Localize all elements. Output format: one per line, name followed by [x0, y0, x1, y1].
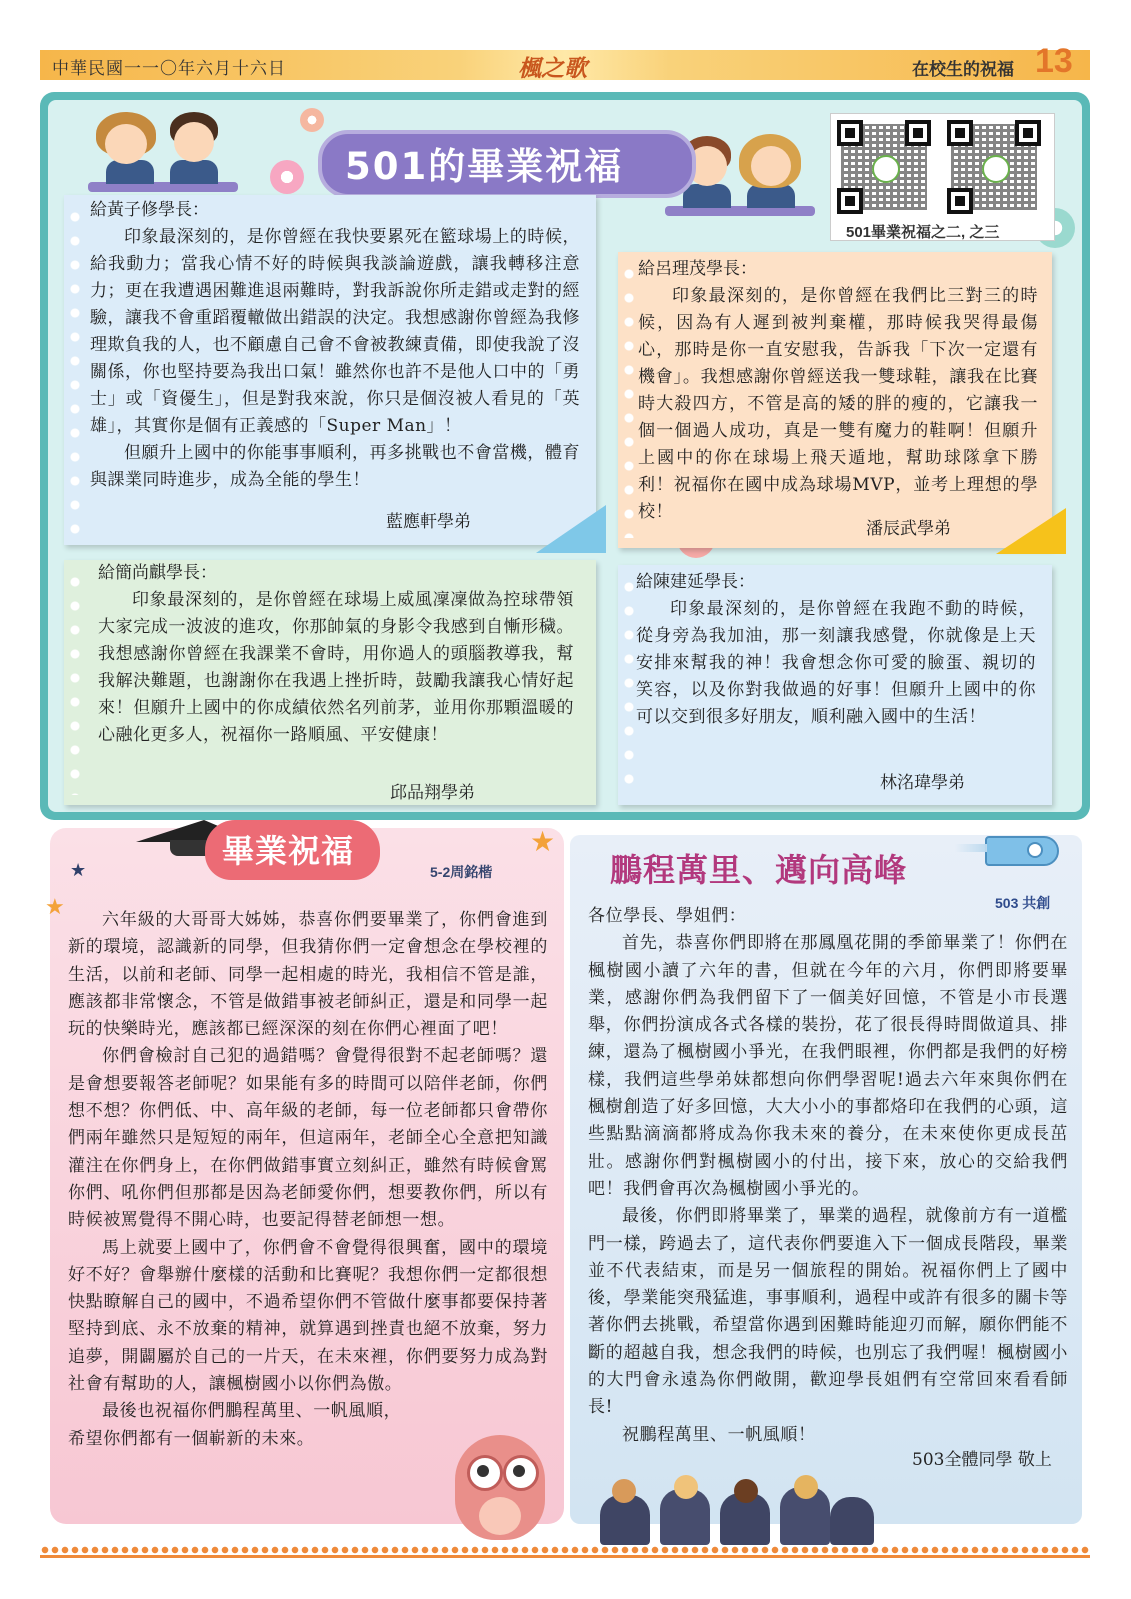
- star-icon: ★: [530, 825, 556, 858]
- qr-code-icon[interactable]: [837, 120, 931, 214]
- flower-icon: [300, 108, 324, 132]
- qr-caption: 501畢業祝福之二, 之三: [846, 224, 1000, 241]
- qr-code-icon[interactable]: [947, 120, 1041, 214]
- note-signature: 邱品翔學弟: [390, 783, 475, 803]
- footer-line: [40, 1555, 1090, 1558]
- note-salutation: 給陳建延學長：: [636, 572, 755, 592]
- blue-article-title: 鵬程萬里、邁向高峰: [610, 851, 908, 889]
- article-paragraph: 首先，恭喜你們即將在那鳳凰花開的季節畢業了！你們在楓樹國小讀了六年的書，但就在今年的六月，你們即將要畢業，感謝你們為我們留下了一個美好回憶，不管是小市長選舉，你們扮演成各式各樣的裝扮，花了很長得時間做道具、排練，還為了楓樹國小爭光，在我們眼裡，你們都是我們的好榜樣，我們這些學弟妹都想向你們學習呢!過去六年來與你們在楓樹創造了好多回憶，大大小小的事都烙印在我們的心頭，這些點點滴滴都將成為你我未來的養分，在未來使你更成長茁壯。感謝你們對楓樹國小的付出，接下來，放心的交給我們吧！我們會再次為楓樹國小爭光的。: [588, 933, 1068, 1199]
- note-card: [64, 560, 596, 805]
- note-salutation: 給呂理茂學長：: [638, 259, 757, 279]
- article-paragraph: 最後也祝福你們鵬程萬里、一帆風順，: [102, 1401, 402, 1422]
- note-salutation: 給黃子修學長：: [90, 200, 209, 220]
- pink-article-author: 5-2周銘楷: [430, 864, 493, 880]
- article-paragraph: 希望你們都有一個嶄新的未來。: [68, 1428, 315, 1449]
- blue-article-author: 503 共創: [995, 895, 1051, 911]
- article-salutation: 各位學長、學姐們：: [588, 906, 747, 926]
- note-signature: 林洺瑋學弟: [880, 773, 965, 793]
- owl-icon: [445, 1425, 555, 1545]
- page-number: 13: [1035, 42, 1073, 80]
- footer-dots: [40, 1546, 1090, 1554]
- article-paragraph: 六年級的大哥哥大姊姊，恭喜你們要畢業了，你們會進到新的環境，認識新的同學，但我猜你們一定會想念在學校裡的生活，以前和老師、同學一起相處的時光，我相信不管是誰，應該都非常懷念，不管是做錯事被老師糾正，還是和同學一起玩的快樂時光，應該都已經深深的刻在你們心裡面了吧！: [68, 910, 548, 1040]
- note-card: [618, 565, 1052, 805]
- flower-icon: [270, 160, 304, 194]
- rocket-icon: [955, 828, 1065, 868]
- article-paragraph: 你們會檢討自己犯的過錯嗎？會覺得很對不起老師嗎？還是會想要報答老師呢？如果能有多的時間可以陪伴老師，你們想不想？你們低、中、高年級的老師，每一位老師都只會帶你們兩年雖然只是短短的兩年，但這兩年，老師全心全意把知識灌注在你們身上，在你們做錯事實立刻糾正，雖然有時候會罵你們、吼你們但那都是因為老師愛你們，想要教你們，所以有時候被罵覺得不開心時，也要記得替老師想一想。: [68, 1046, 548, 1231]
- note-signature: 潘辰武學弟: [866, 519, 951, 539]
- note-salutation: 給簡尚麒學長：: [98, 563, 217, 583]
- note-paragraph: 印象最深刻的，是你曾經在我快要累死在籃球場上的時候，給我動力；當我心情不好的時候與我談論遊戲，讓我轉移注意力；更在我遭遇困難進退兩難時，對我訴說你所走錯或走對的經驗，讓我不會重蹈覆轍做出錯誤的決定。我想感謝你曾經為我修理欺負我的人，也不顧慮自己會不會被教練責備，即使我說了沒關係，你也堅持要為我出口氣！雖然你也許不是他人口中的「勇士」或「資優生」，但是對我來說，你只是個沒被人看見的「英雄」，其實你是個有正義感的「Super Man」！: [90, 227, 580, 436]
- section-title: 在校生的祝福: [912, 60, 1014, 79]
- page-title: 501的畢業祝福: [345, 145, 624, 188]
- note-card: [64, 195, 596, 545]
- note-paragraph: 印象最深刻的，是你曾經在我們比三對三的時候，因為有人遲到被判棄權，那時候我哭得最傷心，那時是你一直安慰我，告訴我「下次一定還有機會」。我想感謝你曾經送我一雙球鞋，讓我在比賽時大殺四方，不管是高的矮的胖的瘦的，它讓我一個一個過人成功，真是一雙有魔力的鞋啊！但願升上國中的你在球場上飛天遁地，幫助球隊拿下勝利！祝福你在國中成為球場MVP，並考上理想的學校！: [638, 286, 1038, 522]
- blue-article-signature: 503全體同學 敬上: [912, 1450, 1052, 1470]
- note-paragraph: 但願升上國中的你能事事順利，再多挑戰也不會當機，體育與課業同時進步，成為全能的學生！: [90, 443, 580, 490]
- issue-date: 中華民國一一〇年六月十六日: [52, 59, 286, 78]
- pink-article-title: 畢業祝福: [222, 832, 355, 870]
- note-paragraph: 印象最深刻的，是你曾經在我跑不動的時候，從身旁為我加油，那一刻讓我感覺，你就像是上天安排來幫我的神！我會想念你可愛的臉蛋、親切的笑容，以及你對我做過的好事！但願升上國中的你可以交到很多好朋友，順利融入國中的生活！: [636, 599, 1036, 727]
- note-paragraph: 印象最深刻的，是你曾經在球場上威風凜凜做為控球帶領大家完成一波波的進攻，你那帥氣的身影令我感到自慚形穢。我想感謝你曾經在我課業不會時，用你過人的頭腦教導我，幫我解決難題，也謝謝你在我遇上挫折時，鼓勵我讓我心情好起來！但願升上國中的你成績依然名列前茅，並用你那顆溫暖的心融化更多人，祝福你一路順風、平安健康！: [98, 590, 574, 745]
- article-paragraph: 最後，你們即將畢業了，畢業的過程，就像前方有一道檻門一樣，跨過去了，這代表你們要進入下一個成長階段，畢業並不代表結束，而是另一個旅程的開始。祝福你們上了國中後，學業能突飛猛進，事事順利，過程中或許有很多的關卡等著你們去挑戰，希望當你遇到困難時能迎刃而解，願你們能不斷的超越自我，想念我們的時候，也別忘了我們喔！楓樹國小的大門會永遠為你們敞開，歡迎學長姐們有空常回來看看師長!: [588, 1206, 1068, 1418]
- article-paragraph: 祝鵬程萬里、一帆風順！: [622, 1424, 816, 1445]
- star-icon: ★: [70, 860, 87, 881]
- note-signature: 藍應軒學弟: [386, 512, 471, 532]
- article-paragraph: 馬上就要上國中了，你們會不會覺得很興奮，國中的環境好不好？會舉辦什麼樣的活動和比賽呢？我想你們一定都很想快點瞭解自己的國中，不過希望你們不管做什麼事都要保持著堅持到底、永不放棄的精神，就算遇到挫責也絕不放棄，努力追夢，開闢屬於自己的一片天，在未來裡，你們要努力成為對社會有幫助的人，讓楓樹國小以你們為傲。: [68, 1237, 548, 1395]
- note-card: [618, 252, 1052, 548]
- graduates-illustration: [590, 1475, 880, 1545]
- kids-illustration-left: [88, 110, 238, 195]
- star-icon: ★: [45, 895, 65, 920]
- pink-article-body: [68, 907, 548, 1453]
- masthead: 楓之歌: [518, 55, 587, 82]
- blue-article-body: [588, 903, 1068, 1449]
